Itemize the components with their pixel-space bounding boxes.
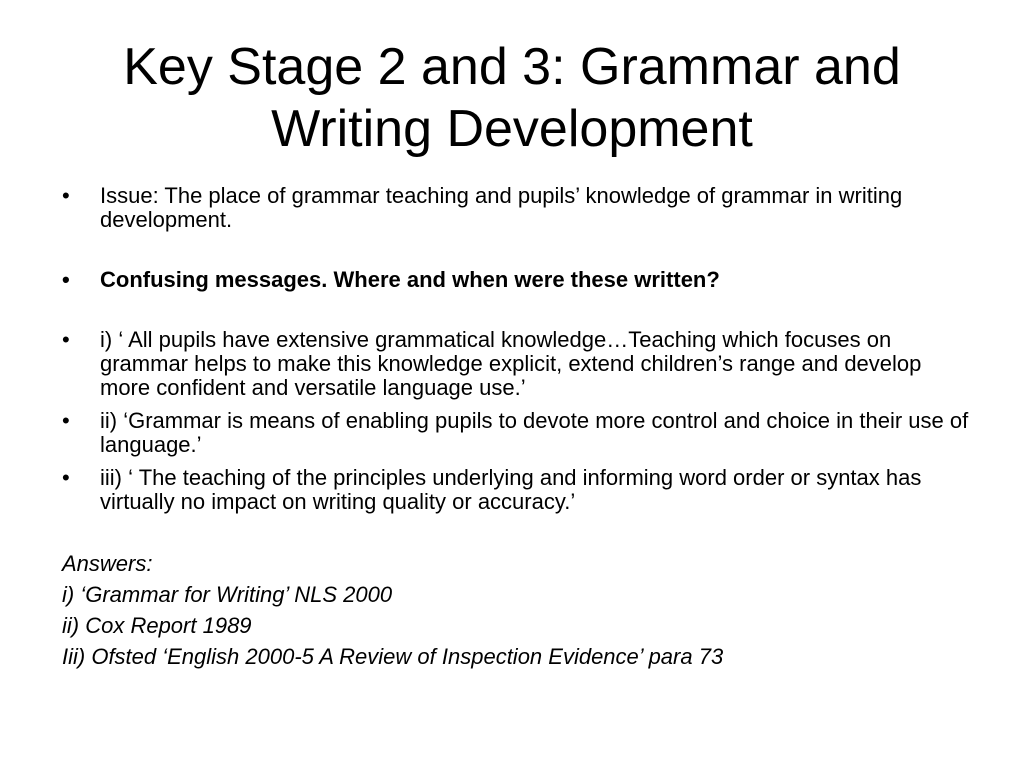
bullet-text: iii) ‘ The teaching of the principles underlying and informing word order or syntax has virtually no impact on writing quality or accuracy.’ [100, 465, 922, 514]
bullet-list [62, 184, 972, 514]
bullet-marker: • [62, 408, 70, 433]
bullet-marker: • [62, 183, 70, 208]
answer-item: i) ‘Grammar for Writing’ NLS 2000 [62, 582, 393, 607]
bullet-item [62, 409, 972, 457]
bullet-item [62, 268, 972, 292]
bullet-marker: • [62, 465, 70, 490]
bullet-text: Issue: The place of grammar teaching and pupils’ knowledge of grammar in writing development. [100, 183, 903, 232]
bullet-marker: • [62, 327, 70, 352]
answers-block [62, 548, 992, 672]
bullet-text: Confusing messages. Where and when were these written? [100, 267, 720, 292]
answers-heading: Answers: [62, 551, 153, 576]
bullet-item [62, 466, 972, 514]
bullet-text: i) ‘ All pupils have extensive grammatical knowledge…Teaching which focuses on grammar helps to make this knowledge explicit, extend children’s range and develop more confident and versatile language use.’ [100, 327, 922, 400]
bullet-marker: • [62, 267, 70, 292]
bullet-text: ii) ‘Grammar is means of enabling pupils to devote more control and choice in their use of language.’ [100, 408, 969, 457]
bullet-item [62, 328, 972, 400]
answer-item: Iii) Ofsted ‘English 2000-5 A Review of Inspection Evidence’ para 73 [62, 644, 724, 669]
slide-title: Key Stage 2 and 3: Grammar and Writing Development [123, 38, 901, 158]
bullet-item [62, 184, 972, 232]
answer-item: ii) Cox Report 1989 [62, 613, 252, 638]
